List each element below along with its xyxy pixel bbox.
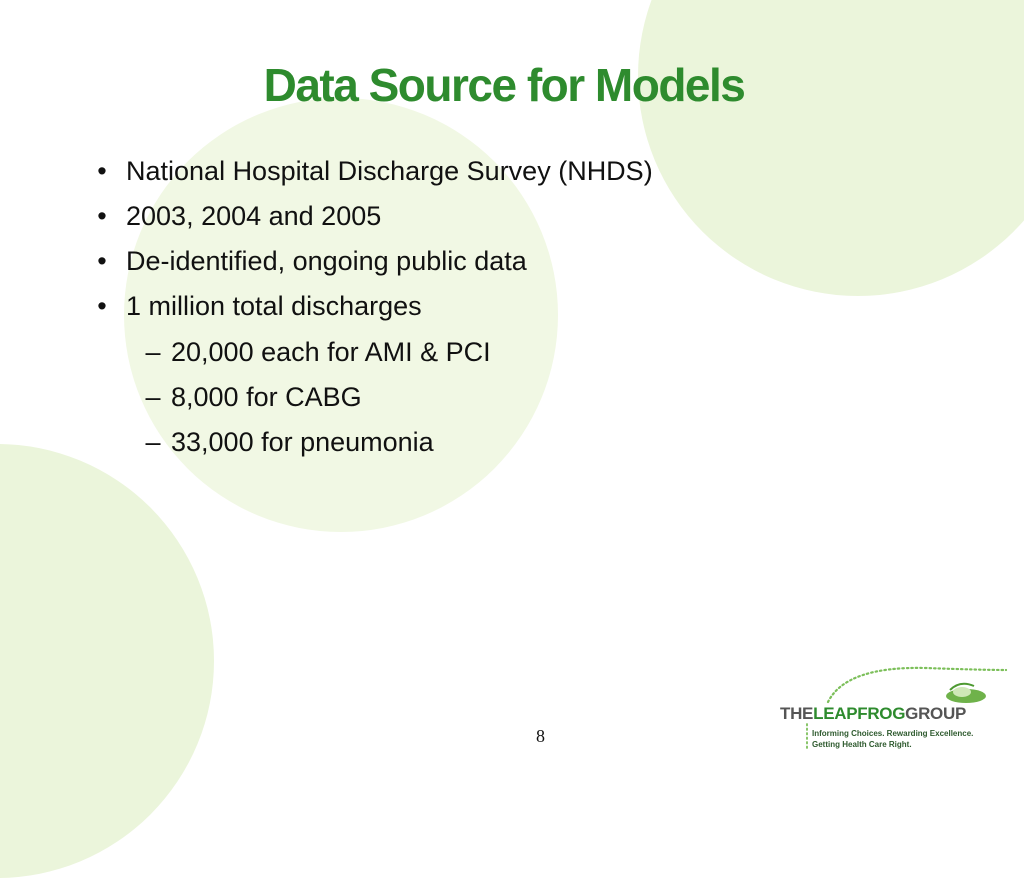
background-circle-bottom-left [0, 444, 214, 878]
sub-bullet-text: 20,000 each for AMI & PCI [171, 337, 491, 367]
sub-bullet-marker: – [145, 427, 161, 457]
background-circle-top-right [638, 0, 1024, 296]
bullet-marker: • [97, 156, 107, 186]
logo-name-leapfrog: LEAPFROG [813, 704, 906, 723]
logo-name-group: GROUP [905, 704, 966, 723]
slide-title: Data Source for Models [263, 59, 745, 111]
sub-bullet-marker: – [145, 382, 161, 412]
logo-tagline-2: Getting Health Care Right. [812, 740, 912, 749]
sub-bullet-text: 33,000 for pneumonia [171, 427, 434, 457]
bullet-text: 2003, 2004 and 2005 [126, 201, 382, 231]
bullet-marker: • [97, 291, 107, 321]
bullet-text: De-identified, ongoing public data [126, 246, 527, 276]
bullet-marker: • [97, 246, 107, 276]
bullet-marker: • [97, 201, 107, 231]
leapfrog-logo [776, 660, 1012, 752]
bullet-text: 1 million total discharges [126, 291, 422, 321]
logo-name [780, 704, 966, 724]
sub-bullet-text: 8,000 for CABG [171, 382, 362, 412]
page-number: 8 [536, 726, 545, 746]
bullet-text: National Hospital Discharge Survey (NHDS) [126, 156, 653, 186]
sub-bullet-marker: – [145, 337, 161, 367]
logo-tagline-1: Informing Choices. Rewarding Excellence. [812, 729, 974, 738]
logo-name-the: THE [780, 704, 814, 723]
